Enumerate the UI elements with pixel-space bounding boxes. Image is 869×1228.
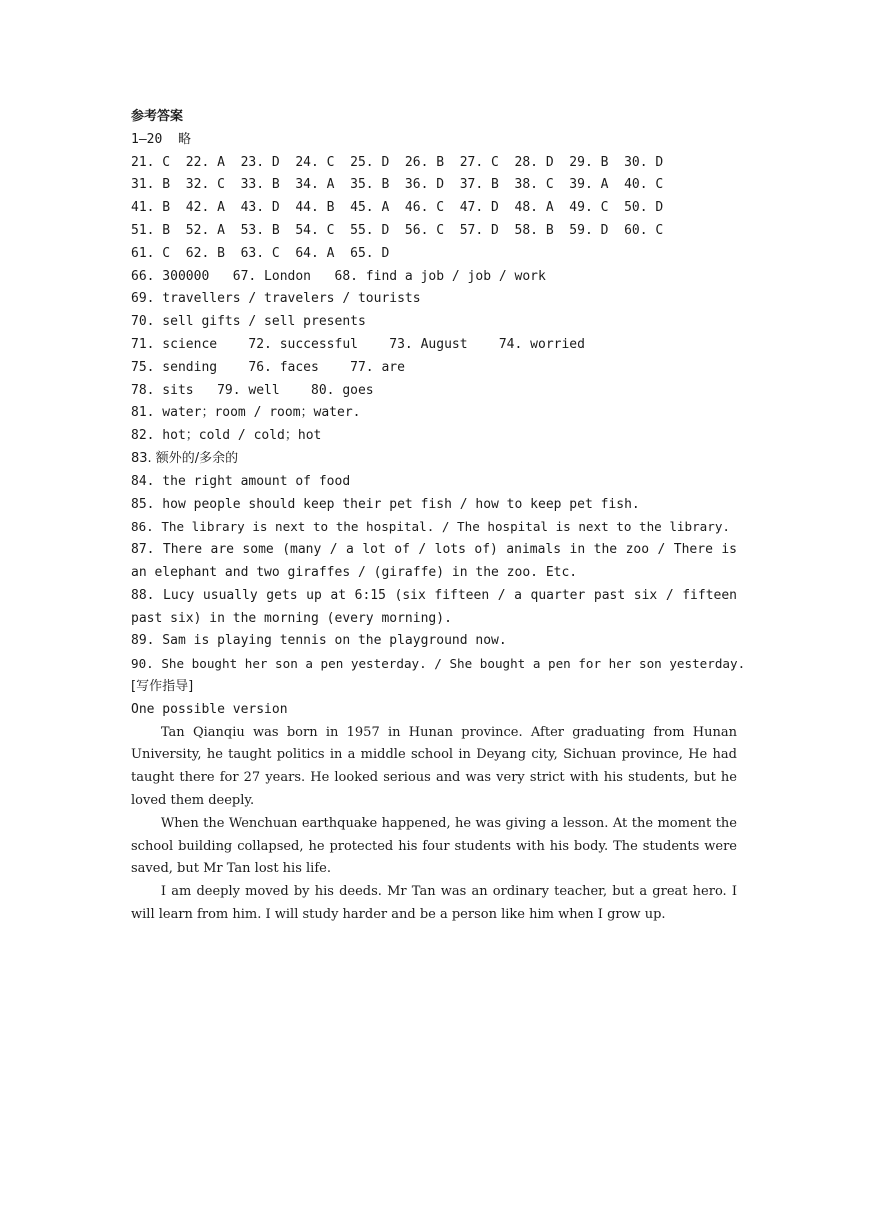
answer-89: 89. Sam is playing tennis on the playground now.: [131, 633, 507, 649]
essay-paragraph: When the Wenchuan earthquake happened, he was giving a lesson. At the moment the school building collapsed, he protected his four students with his body. The students were saved, but Mr Tan lost his life.: [131, 815, 737, 877]
answer-line: 83. 额外的/多余的: [131, 450, 239, 466]
answer-line: 1—20 略: [131, 131, 191, 147]
answer-key-page: [131, 106, 746, 927]
answer-line: 69. travellers / travelers / tourists: [131, 291, 421, 307]
answer-line: 66. 300000 67. London 68. find a job / job / work: [131, 268, 546, 284]
answer-line: 71. science 72. successful 73. August 74. worried: [131, 336, 585, 352]
answer-line: 81. water；room / room；water.: [131, 405, 361, 421]
answer-line: 78. sits 79. well 80. goes: [131, 382, 374, 398]
writing-heading: [写作指导]: [131, 678, 194, 694]
answer-line: 75. sending 76. faces 77. are: [131, 359, 405, 375]
answer-line: 84. the right amount of food: [131, 473, 351, 489]
answer-line: 82. hot；cold / cold；hot: [131, 428, 322, 444]
answer-line: 85. how people should keep their pet fish / how to keep pet fish.: [131, 496, 640, 512]
page-title: 参考答案: [131, 109, 184, 124]
answer-line: 21. C 22. A 23. D 24. C 25. D 26. B 27. C 28. D 29. B 30. D: [131, 154, 664, 170]
answer-87: 87. There are some (many / a lot of / lots of) animals in the zoo / There is an elephant and two giraffes / (giraffe) in the zoo. Etc.: [131, 542, 737, 580]
answer-line: 86. The library is next to the hospital. / The hospital is next to the library.: [131, 519, 730, 535]
answer-line: 31. B 32. C 33. B 34. A 35. B 36. D 37. B 38. C 39. A 40. C: [131, 177, 664, 193]
answer-line: 51. B 52. A 53. B 54. C 55. D 56. C 57. D 58. B 59. D 60. C: [131, 222, 664, 238]
answer-90: 90. She bought her son a pen yesterday. / She bought a pen for her son yesterday.: [131, 656, 746, 672]
version-label: One possible version: [131, 701, 288, 717]
essay-paragraph: I am deeply moved by his deeds. Mr Tan was an ordinary teacher, but a great hero. I will learn from him. I will study harder and be a person like him when I grow up.: [131, 884, 737, 922]
answer-line: 61. C 62. B 63. C 64. A 65. D: [131, 245, 390, 261]
answer-88: 88. Lucy usually gets up at 6:15 (six fifteen / a quarter past six / fifteen past six) in the morning (every morning).: [131, 587, 737, 626]
answer-line: 70. sell gifts / sell presents: [131, 314, 366, 330]
answer-line: 41. B 42. A 43. D 44. B 45. A 46. C 47. D 48. A 49. C 50. D: [131, 200, 664, 216]
essay-paragraph: Tan Qianqiu was born in 1957 in Hunan province. After graduating from Hunan University, he taught politics in a middle school in Deyang city, Sichuan province, He had taught there for 27 years. He looked serious and was very strict with his students, but he loved them deeply.: [131, 724, 737, 808]
